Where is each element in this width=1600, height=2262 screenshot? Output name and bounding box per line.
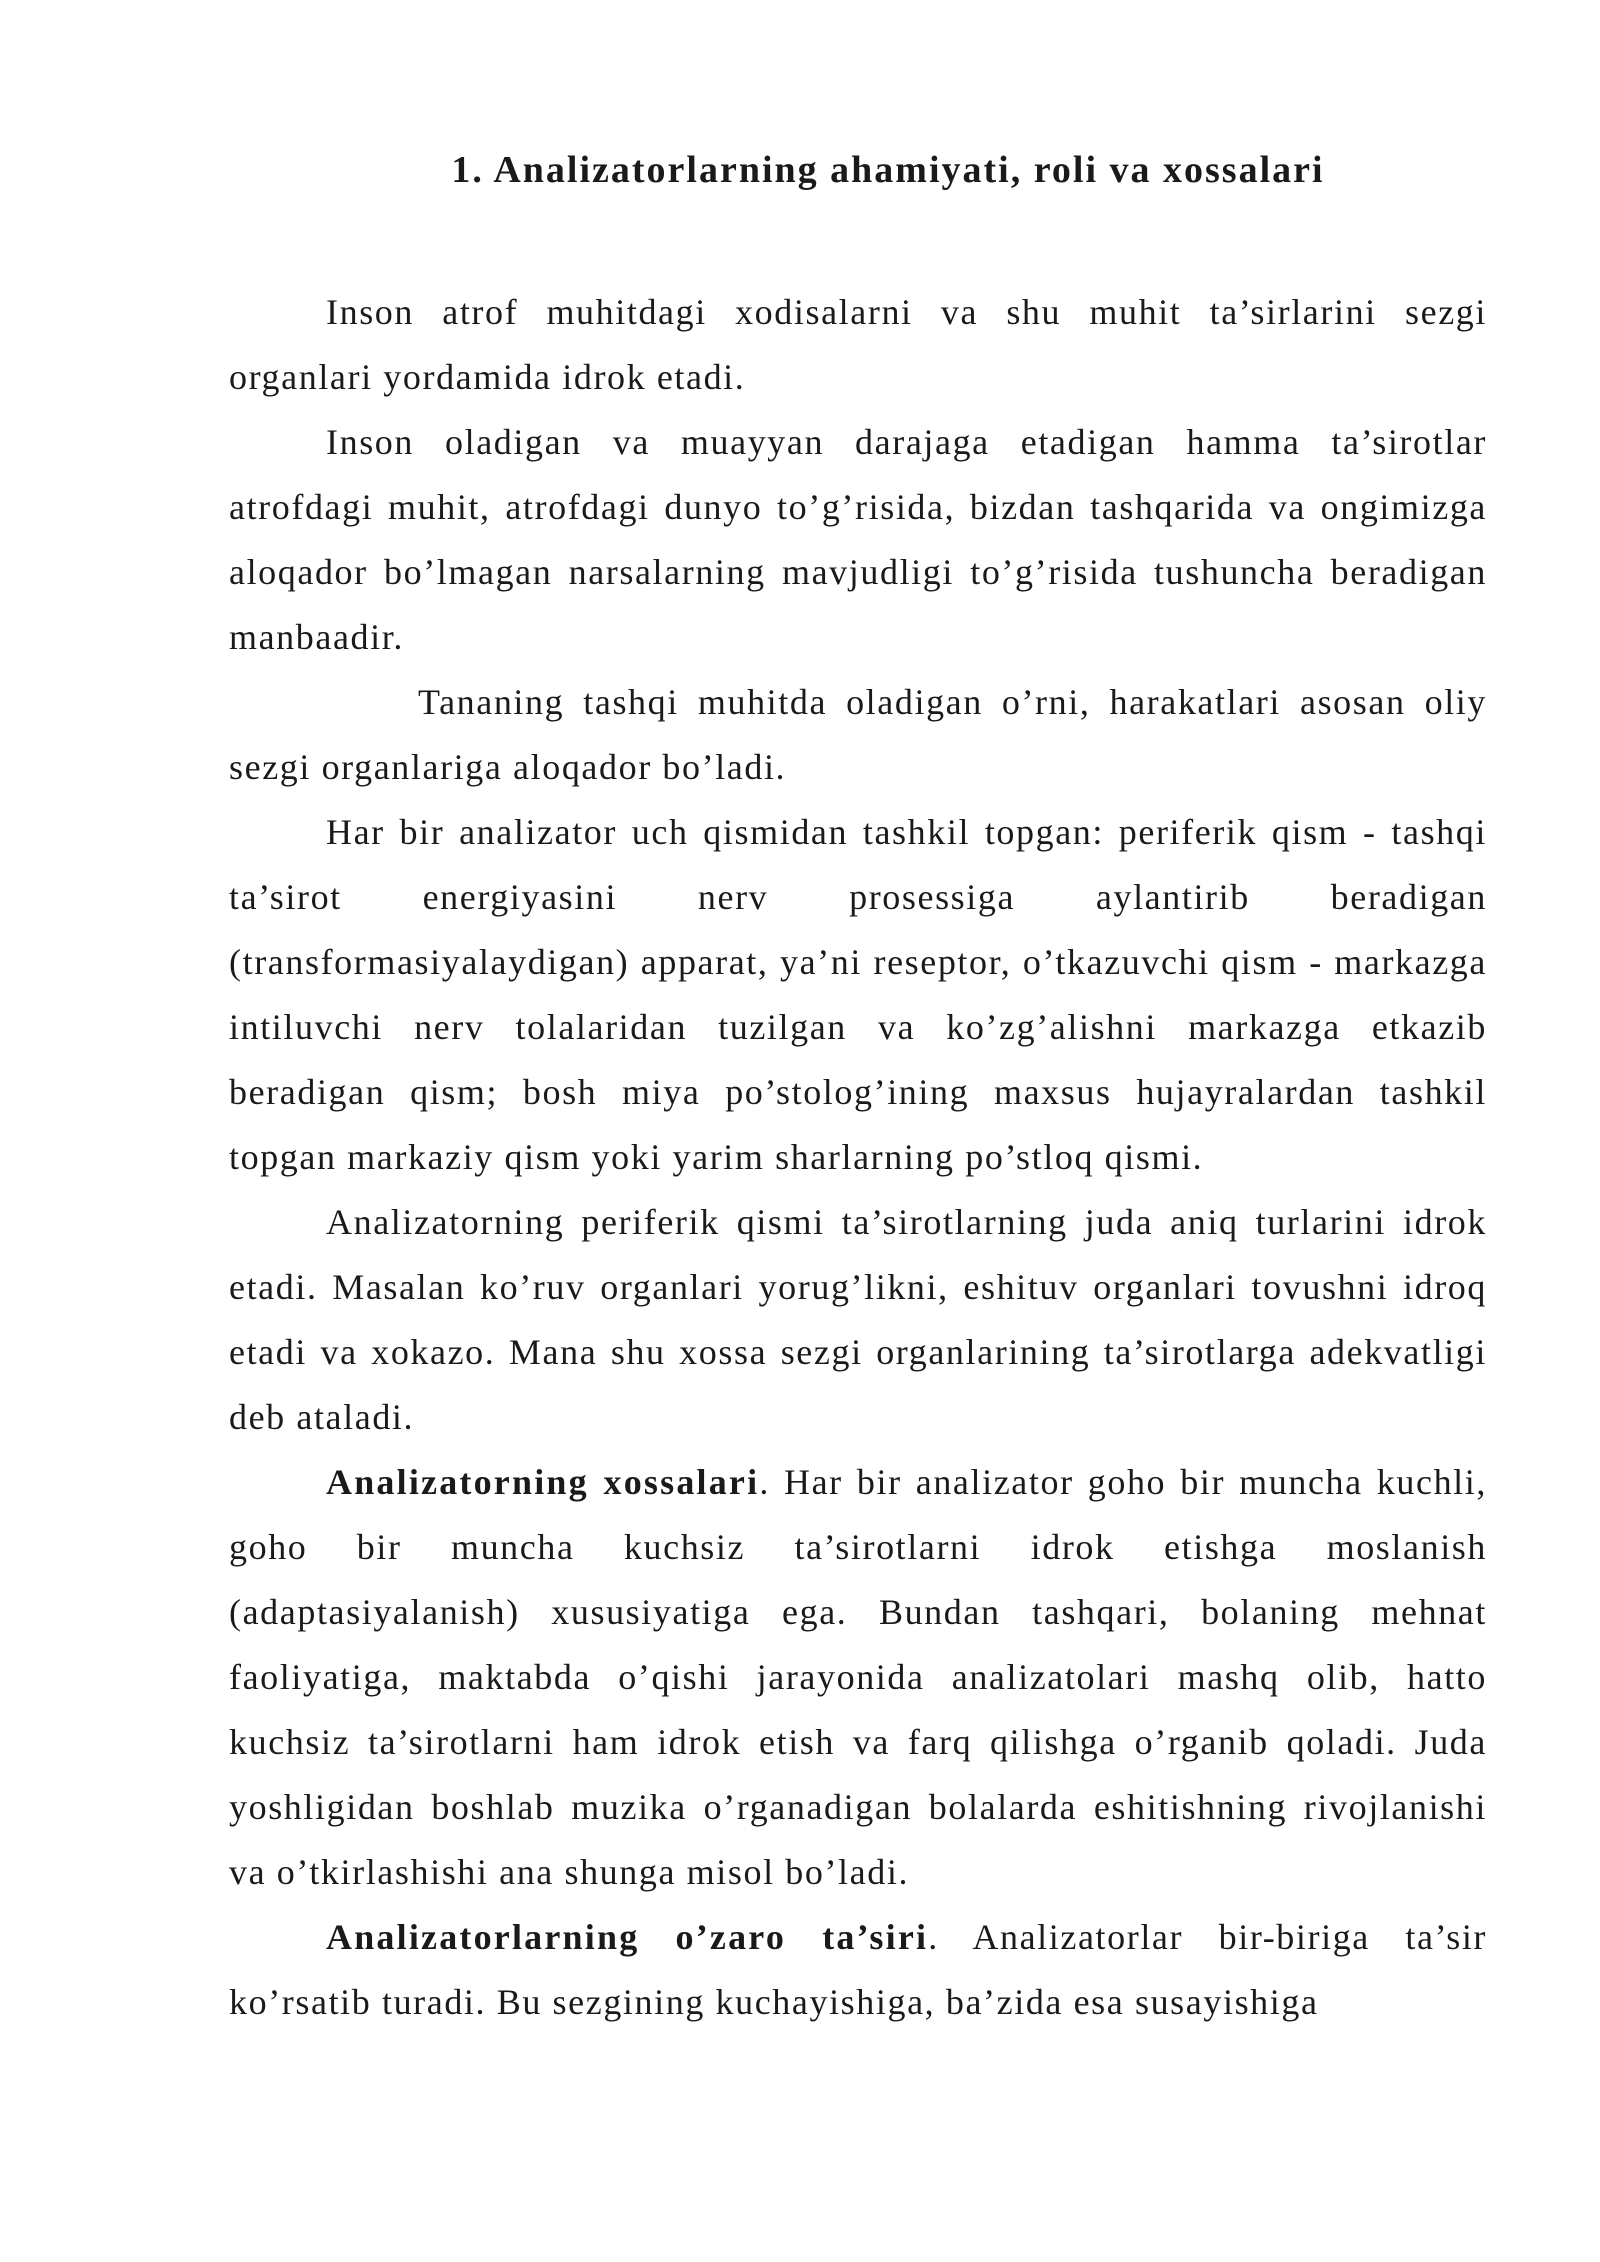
section-title: 1. Analizatorlarning ahamiyati, roli va xossalari [451,149,1325,191]
paragraph-4-text: Har bir analizator uch qismidan tashkil topgan: periferik qism - tashqi ta’sirot energiyasini nerv prosessiga aylantirib beradigan (transformasiyalaydigan) apparat, ya’ni reseptor, o’tkazuvchi qism - markazga intiluvchi nerv tolalaridan tuzilgan va ko’zg’alishni markazga etkazib beradigan qism; bosh miya po’stolog’ining maxsus hujayralardan tashkil topgan markaziy qism yoki yarim sharlarning po’stloq qismi. [229,812,1487,1177]
paragraph-5 [229,1190,1487,1450]
paragraph-3-text: Tananing tashqi muhitda oladigan o’rni, harakatlari asosan oliy sezgi organlariga aloqador bo’ladi. [229,682,1487,787]
paragraph-1-text: Inson atrof muhitdagi xodisalarni va shu muhit ta’sirlarini sezgi organlari yordamida idrok etadi. [229,292,1487,397]
paragraph-7-heading: Analizatorlarning o’zaro ta’siri [326,1917,929,1957]
paragraph-2-text: Inson oladigan va muayyan darajaga etadigan hamma ta’sirotlar atrofdagi muhit, atrofdagi dunyo to’g’risida, bizdan tashqarida va ongimizga aloqador bo’lmagan narsalarning mavjudligi to’g’risida tushuncha beradigan manbaadir. [229,422,1487,657]
paragraph-6 [229,1450,1487,1905]
paragraph-7-text: . Analizatorlar bir-biriga ta’sir ko’rsatib turadi. Bu sezgining kuchayishiga, ba’zida esa susayishiga [229,1917,1488,2022]
paragraph-7 [229,1905,1487,2035]
paragraph-1 [229,280,1487,410]
document-page [229,140,1487,2035]
paragraph-3 [229,670,1487,800]
paragraph-4 [229,800,1487,1190]
paragraph-6-heading: Analizatorning xossalari [326,1462,760,1502]
paragraph-6-text: . Har bir analizator goho bir muncha kuchli, goho bir muncha kuchsiz ta’sirotlarni idrok etishga moslanish (adaptasiyalanish) xususiyatiga ega. Bundan tashqari, bolaning mehnat faoliyatiga, maktabda o’qishi jarayonida analizatolari mashq olib, hatto kuchsiz ta’sirotlarni ham idrok etish va farq qilishga o’rganib qoladi. Juda yoshligidan boshlab muzika o’rganadigan bolalarda eshitishning rivojlanishi va o’tkirlashishi ana shunga misol bo’ladi. [229,1462,1487,1892]
paragraph-2 [229,410,1487,670]
paragraph-5-text: Analizatorning periferik qismi ta’sirotlarning juda aniq turlarini idrok etadi. Masalan ko’ruv organlari yorug’likni, eshituv organlari tovushni idroq etadi va xokazo. Mana shu xossa sezgi organlarining ta’sirotlarga adekvatligi deb ataladi. [229,1202,1487,1437]
document-body [229,280,1487,2035]
